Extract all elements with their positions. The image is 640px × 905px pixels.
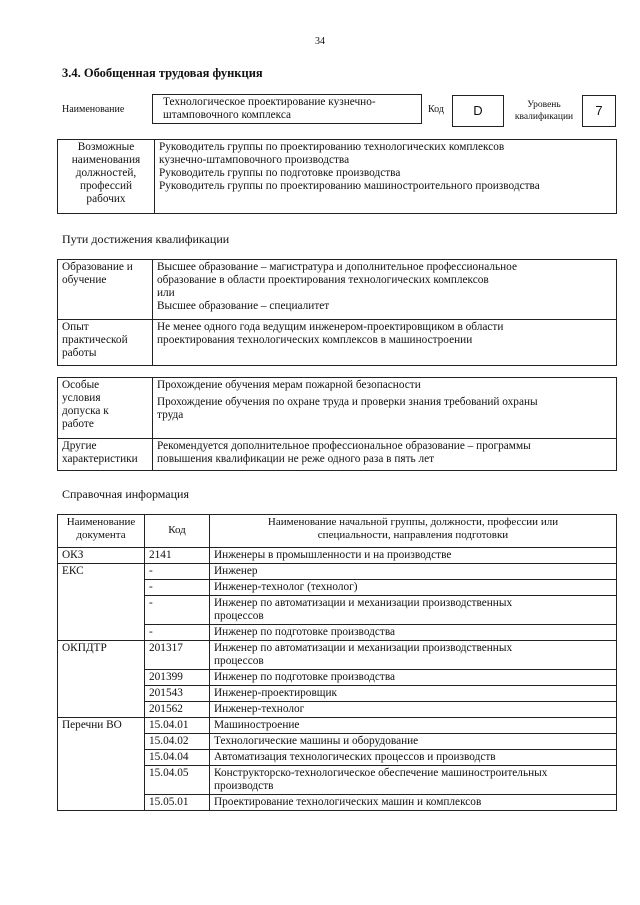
name-line: Автоматизация технологических процессов и производств <box>214 751 496 763</box>
table-row <box>58 564 617 580</box>
experience-line: Не менее одного года ведущим инженером-проектировщиком в области <box>157 321 504 333</box>
other-label-line: характеристики <box>62 453 138 465</box>
other-label-line: Другие <box>62 440 97 452</box>
name-line: Инженеры в промышленности и на производстве <box>214 549 452 561</box>
code-cell: - <box>145 596 210 625</box>
header-name-line: специальности, направления подготовки <box>317 528 509 541</box>
name-line: Инженер-технолог <box>214 703 305 715</box>
code-label: Код <box>428 104 444 115</box>
code-cell: 15.04.04 <box>145 750 210 766</box>
reference-title: Справочная информация <box>62 487 189 501</box>
name-cell <box>210 580 617 596</box>
code-cell: 15.04.02 <box>145 734 210 750</box>
section-title: 3.4. Обобщенная трудовая функция <box>62 66 263 80</box>
positions-label-line: должностей, <box>75 167 137 179</box>
doc-cell: ЕКС <box>58 564 145 641</box>
page-number: 34 <box>315 36 325 47</box>
name-cell <box>210 596 617 625</box>
name-cell <box>210 750 617 766</box>
positions-label-line: рабочих <box>86 193 126 205</box>
table-row <box>58 320 617 366</box>
table-row <box>58 718 617 734</box>
name-cell <box>210 564 617 580</box>
special-label-line: допуска к <box>62 405 109 417</box>
special-line: труда <box>157 409 184 421</box>
education-label-line: Образование и <box>62 261 133 273</box>
education-line: или <box>157 287 175 299</box>
name-line: процессов <box>214 655 264 667</box>
header-doc-line: Наименование <box>66 516 136 528</box>
position-line: Руководитель группы по проектированию технологических комплексов <box>159 141 505 153</box>
name-cell <box>210 702 617 718</box>
positions-label-line: наименования <box>71 154 141 166</box>
name-label: Наименование <box>62 104 125 115</box>
name-line: Инженер-проектировщик <box>214 687 338 699</box>
education-value-cell <box>153 260 617 320</box>
name-line: Инженер по автоматизации и механизации производственных <box>214 642 513 654</box>
level-value-box: 7 <box>582 95 616 127</box>
name-line: Инженер по подготовке производства <box>214 671 396 683</box>
positions-label-line: Возможные <box>77 141 135 153</box>
positions-label-cell <box>58 140 155 214</box>
level-label-line: квалификации <box>514 112 574 122</box>
header-name <box>210 515 617 548</box>
name-line: Конструкторско-технологическое обеспечение машиностроительных <box>214 767 548 779</box>
paths-table <box>57 259 617 366</box>
code-cell: 201317 <box>145 641 210 670</box>
positions-value-cell <box>155 140 617 214</box>
code-cell: 201543 <box>145 686 210 702</box>
other-value-cell <box>153 439 617 471</box>
code-value-box: D <box>452 95 504 127</box>
experience-label-line: практической <box>62 334 128 346</box>
special-label-line: условия <box>62 392 101 404</box>
position-line: кузнечно-штамповочного производства <box>159 154 350 166</box>
code-cell: 15.05.01 <box>145 795 210 811</box>
special-line: Прохождение обучения мерам пожарной безопасности <box>157 379 421 391</box>
special-value-cell <box>153 378 617 439</box>
experience-label-line: работы <box>62 347 97 359</box>
name-line: Проектирование технологических машин и комплексов <box>214 796 482 808</box>
level-label <box>510 99 578 123</box>
education-label-cell <box>58 260 153 320</box>
paths-title: Пути достижения квалификации <box>62 232 230 246</box>
special-label-line: работе <box>62 418 94 430</box>
reference-table-body <box>58 548 617 811</box>
other-line: Рекомендуется дополнительное профессиональное образование – программы <box>157 440 531 452</box>
table-row <box>58 641 617 670</box>
position-line: Руководитель группы по подготовке производства <box>159 167 401 179</box>
conditions-table <box>57 377 617 471</box>
experience-value-cell <box>153 320 617 366</box>
name-cell <box>210 734 617 750</box>
name-line: Инженер по автоматизации и механизации производственных <box>214 597 513 609</box>
other-line: повышения квалификации не реже одного раза в пять лет <box>157 453 435 465</box>
education-line: Высшее образование – специалитет <box>157 300 330 312</box>
name-cell <box>210 795 617 811</box>
name-line: Машиностроение <box>214 719 300 731</box>
code-cell: 15.04.01 <box>145 718 210 734</box>
table-row <box>58 140 617 214</box>
name-value-line: Технологическое проектирование кузнечно- <box>163 96 376 108</box>
education-label-line: обучение <box>62 274 107 286</box>
experience-label-line: Опыт <box>62 321 89 333</box>
code-cell: 15.04.05 <box>145 766 210 795</box>
reference-table <box>57 514 617 811</box>
experience-label-cell <box>58 320 153 366</box>
name-line: Инженер по подготовке производства <box>214 626 396 638</box>
other-label-cell <box>58 439 153 471</box>
table-row <box>58 260 617 320</box>
name-cell <box>210 670 617 686</box>
code-cell: - <box>145 564 210 580</box>
special-label-cell <box>58 378 153 439</box>
code-cell: - <box>145 580 210 596</box>
name-cell <box>210 718 617 734</box>
position-line: Руководитель группы по проектированию машиностроительного производства <box>159 180 540 192</box>
level-label-line: Уровень <box>527 100 561 110</box>
education-line: образование в области проектирования технологических комплексов <box>157 274 489 286</box>
name-cell <box>210 548 617 564</box>
header-code: Код <box>145 515 210 548</box>
doc-cell: ОКПДТР <box>58 641 145 718</box>
positions-label-line: профессий <box>79 180 133 192</box>
header-name-line: Наименование начальной группы, должности, профессии или <box>267 516 559 528</box>
table-header-row <box>58 515 617 548</box>
code-cell: 201562 <box>145 702 210 718</box>
name-line: производств <box>214 780 274 792</box>
header-doc-line: документа <box>76 528 126 541</box>
special-label-line: Особые <box>62 379 100 391</box>
doc-cell: Перечни ВО <box>58 718 145 811</box>
code-cell: 2141 <box>145 548 210 564</box>
name-cell <box>210 641 617 670</box>
table-row <box>58 548 617 564</box>
header-doc <box>58 515 145 548</box>
doc-cell: ОКЗ <box>58 548 145 564</box>
name-value-line: штамповочного комплекса <box>163 109 292 121</box>
name-line: Технологические машины и оборудование <box>214 735 419 747</box>
code-cell: - <box>145 625 210 641</box>
positions-table <box>57 139 617 214</box>
experience-line: проектирования технологических комплексов в машиностроении <box>157 334 473 346</box>
name-cell <box>210 686 617 702</box>
name-line: процессов <box>214 610 264 622</box>
name-value-box <box>152 94 422 124</box>
name-line: Инженер <box>214 565 258 577</box>
name-cell <box>210 625 617 641</box>
special-line: Прохождение обучения по охране труда и проверки знания требований охраны <box>157 396 538 408</box>
education-line: Высшее образование – магистратура и дополнительное профессиональное <box>157 261 517 273</box>
name-line: Инженер-технолог (технолог) <box>214 581 358 593</box>
code-cell: 201399 <box>145 670 210 686</box>
table-row <box>58 439 617 471</box>
name-cell <box>210 766 617 795</box>
table-row <box>58 378 617 439</box>
